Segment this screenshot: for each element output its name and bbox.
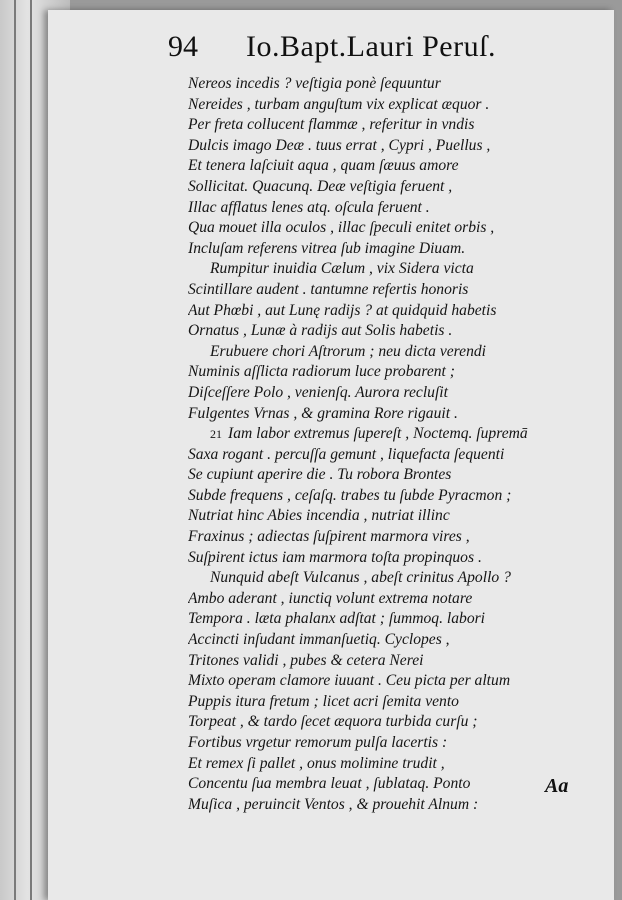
verse-line-text: Fulgentes Vrnas , & gramina Rore rigauit . bbox=[188, 404, 458, 422]
verse-line-text: Ornatus , Lunæ à radijs aut Solis habetis . bbox=[188, 322, 453, 340]
verse-line bbox=[188, 404, 568, 425]
verse-line-text: Puppis itura fretum ; licet acri ſemita vento bbox=[188, 692, 459, 710]
verse-line-text: Erubuere chori Aſtrorum ; neu dicta verendi bbox=[210, 342, 487, 360]
verse-line bbox=[188, 280, 568, 301]
running-head: Io.Bapt.Lauri Peruſ. bbox=[246, 30, 496, 63]
page-edge-line bbox=[14, 0, 16, 900]
verse-line bbox=[188, 136, 568, 157]
verse-line-text: Sollicitat. Quacunq. Deæ veſtigia feruent , bbox=[188, 177, 453, 195]
verse-line bbox=[188, 795, 568, 816]
verse-line-text: Incluſam referens vitrea ſub imagine Diuam. bbox=[188, 239, 466, 257]
verse-line bbox=[188, 527, 568, 548]
verse-text bbox=[188, 74, 568, 815]
verse-line-text: Suſpirent ictus iam marmora toſta propinquos . bbox=[188, 548, 482, 566]
verse-line-text: Et tenera laſciuit aqua , quam ſæuus amore bbox=[188, 157, 459, 175]
verse-line bbox=[188, 548, 568, 569]
verse-line bbox=[188, 651, 568, 672]
verse-line-text: Subde frequens , ceſaſq. trabes tu ſubde Pyracmon ; bbox=[188, 486, 512, 504]
verse-line-text: Nunquid abeſt Vulcanus , abeſt crinitus Apollo ? bbox=[210, 569, 511, 587]
verse-line bbox=[188, 712, 568, 733]
line-number: 21 bbox=[210, 427, 222, 442]
verse-line-text: Nutriat hinc Abies incendia , nutriat illinc bbox=[188, 507, 450, 525]
verse-line-text: Fortibus vrgetur remorum pulſa lacertis : bbox=[188, 734, 448, 751]
verse-line bbox=[188, 754, 568, 775]
verse-line-text: Accincti inſudant immanſuetiq. Cyclopes , bbox=[188, 631, 450, 649]
verse-line-text: Aut Phœbi , aut Lunę radijs ? at quidquid habetis bbox=[188, 301, 497, 319]
verse-line bbox=[188, 589, 568, 610]
verse-line bbox=[188, 95, 568, 116]
verse-line-text: Et remex ſi pallet , onus molimine trudit , bbox=[188, 754, 445, 772]
verse-line bbox=[188, 362, 568, 383]
verse-line-text: Fraxinus ; adiectas ſuſpirent marmora vires , bbox=[188, 528, 470, 546]
verse-line-text: Mixto operam clamore iuuant . Ceu picta per altum bbox=[188, 672, 511, 690]
verse-line bbox=[188, 342, 568, 363]
verse-line-text: Dulcis imago Deæ . tuus errat , Cypri , Puellus , bbox=[188, 136, 491, 154]
verse-line-text: Qua mouet illa oculos , illac ſpeculi enitet orbis , bbox=[188, 219, 495, 237]
verse-line bbox=[188, 424, 568, 445]
verse-line bbox=[188, 445, 568, 466]
verse-line bbox=[188, 239, 568, 260]
page-number: 94 bbox=[168, 30, 198, 63]
catchword: Aa bbox=[545, 775, 569, 797]
verse-line bbox=[188, 774, 568, 795]
verse-line-text: Scintillare audent . tantumne refertis honoris bbox=[188, 280, 469, 298]
verse-line-text: Illac afflatus lenes atq. oſcula feruent . bbox=[188, 198, 430, 216]
verse-line bbox=[188, 198, 568, 219]
verse-line-text: Iam labor extremus ſupereſt , Noctemq. ſupremā bbox=[228, 425, 528, 443]
verse-line-text: Diſceſſere Polo , venienſq. Aurora recluſit bbox=[188, 383, 448, 401]
verse-line bbox=[188, 630, 568, 651]
verse-line-text: Numinis aſſlicta radiorum luce probarent ; bbox=[188, 363, 455, 381]
verse-line bbox=[188, 74, 568, 95]
verse-line bbox=[188, 733, 568, 754]
verse-line bbox=[188, 465, 568, 486]
page-edge-line bbox=[30, 0, 32, 900]
verse-line bbox=[188, 321, 568, 342]
verse-line bbox=[188, 692, 568, 713]
verse-line bbox=[188, 671, 568, 692]
page-header bbox=[168, 30, 528, 70]
verse-line bbox=[188, 156, 568, 177]
verse-line bbox=[188, 506, 568, 527]
verse-line bbox=[188, 301, 568, 322]
verse-line-text: Ambo aderant , iunctiq volunt extrema notare bbox=[188, 589, 473, 607]
verse-line bbox=[188, 115, 568, 136]
verse-line-text: Torpeat , & tardo ſecet æquora turbida curſu ; bbox=[188, 713, 478, 731]
verse-line-text: Nereos incedis ? veſtigia ponè ſequuntur bbox=[188, 75, 441, 92]
verse-line-text: Rumpitur inuidia Cælum , vix Sidera victa bbox=[210, 260, 474, 278]
verse-line-text: Tritones validi , pubes & cetera Nerei bbox=[188, 651, 424, 669]
verse-line-text: Concentu ſua membra leuat , ſublataq. Ponto bbox=[188, 775, 471, 793]
verse-line-text: Saxa rogant . percuſſa gemunt , liquefacta ſequenti bbox=[188, 445, 505, 463]
verse-line bbox=[188, 383, 568, 404]
verse-line-text: Per freta collucent flammæ , referitur in vndis bbox=[188, 116, 475, 134]
verse-line bbox=[188, 568, 568, 589]
verse-line-text: Tempora . læta phalanx adſtat ; ſummoq. labori bbox=[188, 610, 486, 628]
verse-line-text: Muſica , peruincit Ventos , & prouehit Alnum : bbox=[188, 795, 479, 813]
verse-line bbox=[188, 259, 568, 280]
verse-line bbox=[188, 218, 568, 239]
verse-line bbox=[188, 486, 568, 507]
verse-line bbox=[188, 609, 568, 630]
verse-line bbox=[188, 177, 568, 198]
verse-line-text: Nereides , turbam anguſtum vix explicat æquor . bbox=[188, 95, 490, 113]
verse-line-text: Se cupiunt aperire die . Tu robora Brontes bbox=[188, 466, 452, 484]
